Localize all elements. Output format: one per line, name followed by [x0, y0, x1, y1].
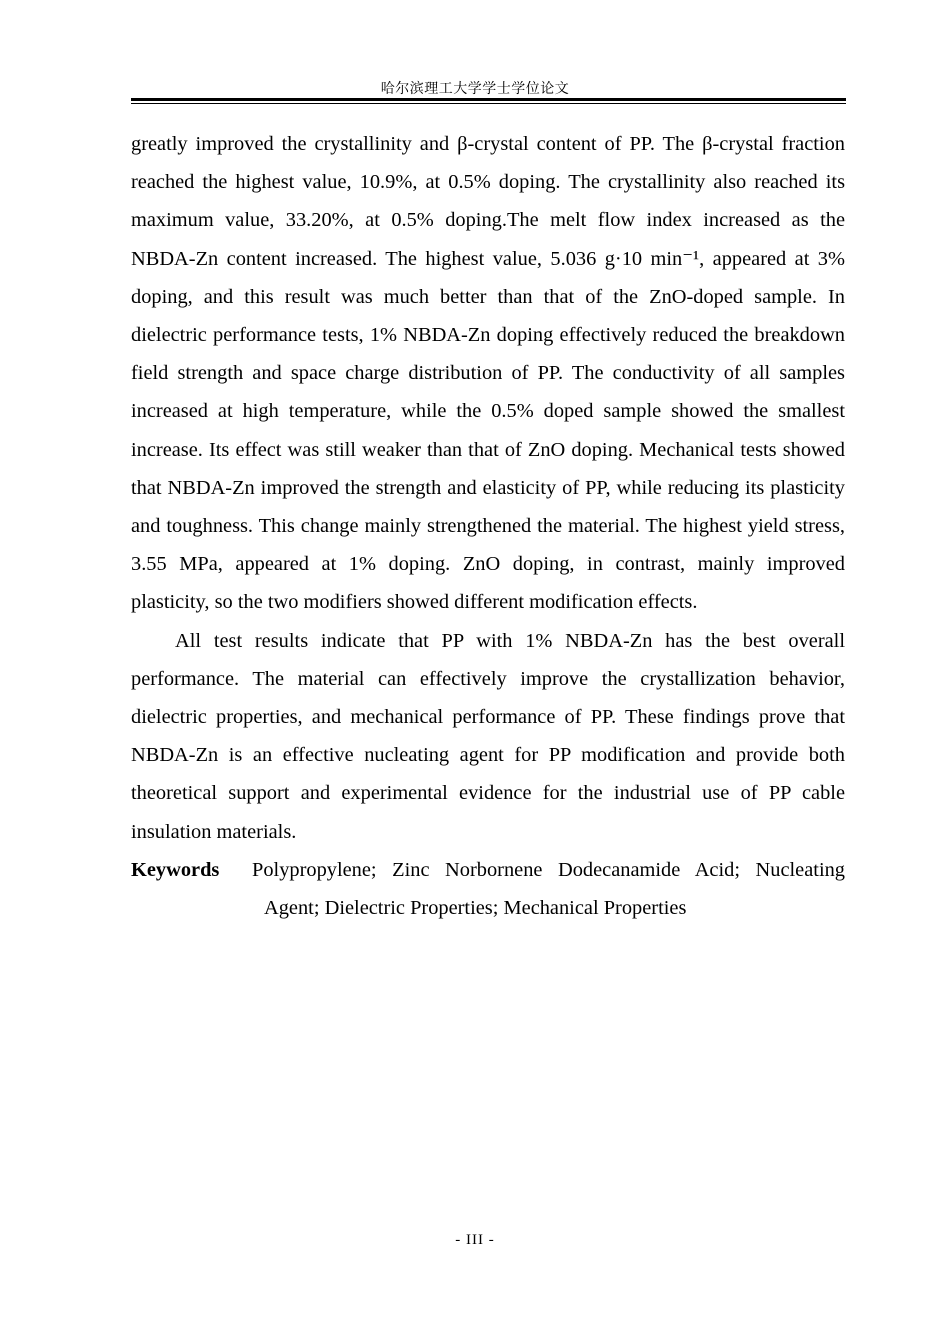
- abstract-paragraph: All test results indicate that PP with 1% NBDA-Zn has the best overall performance. The material can effectively improve the crystallization behavior, dielectric properties, and mechanical performance of PP. These findings prove that NBDA-Zn is an effective nucleating agent for PP modification and provide both theoretical support and experimental evidence for the industrial use of PP cable insulation materials.: [131, 629, 845, 843]
- abstract-paragraph: greatly improved the crystallinity and β-crystal content of PP. The β-crystal fraction reached the highest value, 10.9%, at 0.5% doping. The crystallinity also reached its maximum value, 33.20%, at 0.5% doping.The melt flow index increased as the NBDA-Zn content increased. The highest value, 5.036 g·10 min⁻¹, appeared at 3% doping, and this result was much better than that of the ZnO-doped sample. In dielectric performance tests, 1% NBDA-Zn doping effectively reduced the breakdown field strength and space charge distribution of PP. The conductivity of all samples increased at high temperature, while the 0.5% doped sample showed the smallest increase. Its effect was still weaker than that of ZnO doping. Mechanical tests showed that NBDA-Zn improved the strength and elasticity of PP, while reducing its plasticity and toughness. This change mainly strengthened the material. The highest yield stress, 3.55 MPa, appeared at 1% doping. ZnO doping, in contrast, mainly improved plasticity, so the two modifiers showed different modification effects.: [131, 133, 845, 614]
- header-rule-thin: [131, 103, 846, 104]
- page-number: - III -: [455, 1232, 495, 1248]
- keywords-block: [131, 851, 845, 927]
- header-rule-thick: [131, 98, 846, 101]
- keywords-label: Keywords: [131, 858, 220, 881]
- page-header-title: 哈尔滨理工大学学士学位论文: [380, 81, 570, 97]
- keywords-text: Polypropylene; Zinc Norbornene Dodecanamide Acid; Nucleating Agent; Dielectric Properties; Mechanical Properties: [252, 858, 845, 920]
- abstract-body: [131, 125, 845, 927]
